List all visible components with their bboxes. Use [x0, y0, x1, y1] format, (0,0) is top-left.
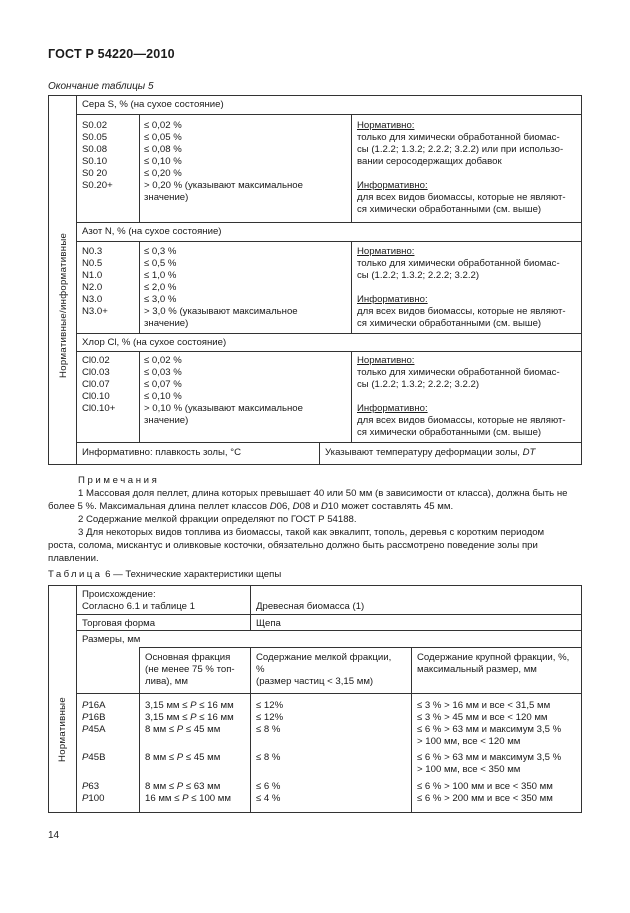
fine-fraction: ≤ 8 %: [256, 724, 281, 735]
main-fraction-text: 8 мм ≤: [145, 724, 177, 735]
origin-reference: Согласно 6.1 и таблице 1: [82, 601, 195, 612]
sulfur-class: S0.05: [82, 132, 108, 143]
nitrogen-class: N0.5: [82, 258, 103, 269]
main-fraction-text: ≤ 63 мм: [183, 781, 221, 792]
ash-fusibility-text: Указывают температуру деформации золы,: [325, 447, 523, 458]
chlorine-class: Cl0.10+: [82, 403, 116, 414]
note-1-text: 10 может составлять 45 мм.: [327, 501, 454, 512]
note-3-line: 3 Для некоторых видов топлива из биомассы, такой как эвкалипт, тополь, деревья с коротким периодом: [78, 527, 545, 538]
chlorine-informative-text: ся химически обработанными (см. выше): [357, 427, 542, 438]
main-fraction-symbol: P: [182, 793, 189, 804]
nitrogen-value: ≤ 1,0 %: [144, 270, 177, 281]
class-symbol: P: [82, 793, 89, 804]
ash-fusibility-value: [325, 447, 535, 459]
main-fraction-text: 3,15 мм ≤: [145, 712, 191, 723]
note-3-line: плавлении.: [48, 553, 99, 564]
nitrogen-informative-text: ся химически обработанными (см. выше): [357, 318, 542, 329]
main-fraction-text: 8 мм ≤: [145, 781, 177, 792]
main-fraction: [145, 712, 234, 724]
notes-block: [48, 474, 582, 565]
note-1-symbol: D: [292, 501, 300, 512]
fine-fraction: ≤ 8 %: [256, 752, 281, 763]
trade-form-value: Щепа: [256, 618, 281, 629]
class-code: [82, 700, 105, 712]
class-suffix: 16B: [88, 712, 106, 723]
sulfur-informative-text: для всех видов биомассы, которые не являют-: [357, 192, 566, 203]
document-header: ГОСТ Р 54220—2010: [48, 47, 175, 61]
nitrogen-value: ≤ 3,0 %: [144, 294, 177, 305]
nitrogen-normative-text: сы (1.2.2; 1.3.2; 2.2.2; 3.2.2): [357, 270, 480, 281]
nitrogen-value: ≤ 0,3 %: [144, 246, 177, 257]
class-code: [82, 712, 105, 724]
chlorine-title: Хлор Cl, % (на сухое состояние): [82, 337, 227, 348]
class-suffix: 16A: [88, 700, 106, 711]
coarse-fraction: ≤ 3 % > 45 мм и все < 120 мм: [417, 712, 548, 723]
note-1-text: более 5 %. Максимальная длина пеллет классов: [48, 501, 270, 512]
coarse-fraction: ≤ 6 % > 63 мм и максимум 3,5 %: [417, 724, 562, 735]
class-suffix: 45B: [88, 752, 106, 763]
nitrogen-informative-text: для всех видов биомассы, которые не являют-: [357, 306, 566, 317]
chlorine-value: ≤ 0,10 %: [144, 391, 182, 402]
table-continuation-label: Окончание таблицы 5: [48, 81, 154, 92]
chlorine-class: Cl0.02: [82, 355, 110, 366]
fine-fraction: ≤ 12%: [256, 700, 284, 711]
coarse-fraction: > 100 мм, все < 120 мм: [417, 736, 521, 747]
nitrogen-title: Азот N, % (на сухое состояние): [82, 226, 222, 237]
ash-fusibility-label: Информативно: плавкость золы, °С: [82, 447, 242, 458]
sulfur-value: ≤ 0,10 %: [144, 156, 182, 167]
nitrogen-value: ≤ 2,0 %: [144, 282, 177, 293]
class-code: [82, 752, 105, 764]
note-1-text: 06,: [276, 501, 293, 512]
class-code: [82, 724, 105, 736]
nitrogen-normative-text: только для химически обработанной биомас-: [357, 258, 560, 269]
col-main-fraction: (не менее 75 % топ-: [145, 664, 235, 675]
main-fraction: [145, 700, 234, 712]
main-fraction-text: ≤ 45 мм: [183, 752, 221, 763]
fine-fraction: ≤ 4 %: [256, 793, 281, 804]
main-fraction-text: ≤ 16 мм: [196, 700, 234, 711]
coarse-fraction: ≤ 6 % > 200 мм и все < 350 мм: [417, 793, 553, 804]
coarse-fraction: > 100 мм, все < 350 мм: [417, 764, 521, 775]
sulfur-class: S0.10: [82, 156, 108, 167]
class-symbol: P: [82, 712, 89, 723]
col-main-fraction: Основная фракция: [145, 652, 231, 663]
nitrogen-class: N3.0+: [82, 306, 108, 317]
note-1-line: 1 Массовая доля пеллет, длина которых превышает 40 или 50 мм (в зависимости от класса), должна быть не: [78, 488, 568, 499]
nitrogen-class: N1.0: [82, 270, 103, 281]
main-fraction-text: ≤ 100 мм: [188, 793, 231, 804]
sizes-label: Размеры, мм: [82, 634, 141, 645]
col-coarse-fraction: Содержание крупной фракции, %,: [417, 652, 570, 663]
class-suffix: 63: [88, 781, 100, 792]
sulfur-value: ≤ 0,02 %: [144, 120, 182, 131]
chlorine-normative-label: Нормативно:: [357, 355, 415, 366]
main-fraction-text: 16 мм ≤: [145, 793, 183, 804]
origin-value: Древесная биомасса (1): [256, 601, 365, 612]
chlorine-value: ≤ 0,03 %: [144, 367, 182, 378]
chlorine-informative-label: Информативно:: [357, 403, 428, 414]
main-fraction-text: 3,15 мм ≤: [145, 700, 191, 711]
sulfur-normative-text: сы (1.2.2; 1.3.2; 2.2.2; 3.2.2) или при использо-: [357, 144, 564, 155]
nitrogen-class: N0.3: [82, 246, 103, 257]
nitrogen-value: значение): [144, 318, 189, 329]
trade-form-label: Торговая форма: [82, 618, 156, 629]
sulfur-value: ≤ 0,08 %: [144, 144, 182, 155]
main-fraction-text: 8 мм ≤: [145, 752, 177, 763]
class-code: [82, 781, 99, 793]
sulfur-informative-text: ся химически обработанными (см. выше): [357, 204, 542, 215]
nitrogen-class: N2.0: [82, 282, 103, 293]
class-symbol: P: [82, 700, 89, 711]
note-1-text: 08 и: [299, 501, 321, 512]
class-suffix: 100: [88, 793, 105, 804]
col-fine-fraction: Содержание мелкой фракции,: [256, 652, 392, 663]
sulfur-normative-label: Нормативно:: [357, 120, 415, 131]
class-symbol: P: [82, 752, 89, 763]
table6-caption-word: Таблица: [48, 569, 103, 580]
sulfur-value: ≤ 0,20 %: [144, 168, 182, 179]
main-fraction-text: ≤ 16 мм: [196, 712, 234, 723]
sulfur-value: ≤ 0,05 %: [144, 132, 182, 143]
sulfur-class: S0 20: [82, 168, 108, 179]
main-fraction: [145, 724, 220, 736]
chlorine-informative-text: для всех видов биомассы, которые не являют-: [357, 415, 566, 426]
col-coarse-fraction: максимальный размер, мм: [417, 664, 537, 675]
col-fine-fraction: %: [256, 664, 265, 675]
nitrogen-informative-label: Информативно:: [357, 294, 428, 305]
table6-caption-text: 6 — Технические характеристики щепы: [102, 569, 282, 580]
nitrogen-normative-label: Нормативно:: [357, 246, 415, 257]
sulfur-class: S0.20+: [82, 180, 113, 191]
col-main-fraction: лива), мм: [145, 676, 188, 687]
ash-dt-symbol: DT: [522, 447, 536, 458]
chlorine-value: ≤ 0,02 %: [144, 355, 182, 366]
note-2: 2 Содержание мелкой фракции определяют по ГОСТ Р 54188.: [78, 514, 357, 525]
table5-side-label: Нормативные/информативные: [58, 232, 69, 378]
sulfur-class: S0.02: [82, 120, 108, 131]
chlorine-normative-text: сы (1.2.2; 1.3.2; 2.2.2; 3.2.2): [357, 379, 480, 390]
chlorine-class: Cl0.07: [82, 379, 110, 390]
main-fraction: [145, 752, 220, 764]
col-fine-fraction: (размер частиц < 3,15 мм): [256, 676, 374, 687]
chlorine-class: Cl0.10: [82, 391, 110, 402]
main-fraction: [145, 781, 220, 793]
table6-caption: [48, 569, 281, 580]
chlorine-class: Cl0.03: [82, 367, 110, 378]
nitrogen-value: > 3,0 % (указывают максимальное: [144, 306, 298, 317]
main-fraction-symbol: P: [190, 712, 197, 723]
class-symbol: P: [82, 724, 89, 735]
note-1-symbol: D: [269, 501, 277, 512]
table6-side-label: Нормативные: [57, 697, 68, 762]
chlorine-value: > 0,10 % (указывают максимальное: [144, 403, 303, 414]
sulfur-value: значение): [144, 192, 189, 203]
sulfur-normative-text: вании серосодержащих добавок: [357, 156, 502, 167]
chlorine-value: ≤ 0,07 %: [144, 379, 182, 390]
sulfur-normative-text: только для химически обработанной биомас-: [357, 132, 560, 143]
note-3-line: роста, солома, мискантус и оливковые косточки, обязательно должно быть рассмотрено поведение золы при: [48, 540, 538, 551]
sulfur-value: > 0,20 % (указывают максимальное: [144, 180, 303, 191]
class-suffix: 45A: [88, 724, 106, 735]
main-fraction-text: ≤ 45 мм: [183, 724, 221, 735]
sulfur-informative-label: Информативно:: [357, 180, 428, 191]
sulfur-class: S0.08: [82, 144, 108, 155]
coarse-fraction: ≤ 6 % > 100 мм и все < 350 мм: [417, 781, 553, 792]
note-1-line: [48, 500, 582, 513]
page-number: 14: [48, 830, 60, 841]
main-fraction-symbol: P: [176, 724, 184, 735]
class-code: [82, 793, 104, 805]
note-1-symbol: D: [320, 501, 328, 512]
fine-fraction: ≤ 12%: [256, 712, 284, 723]
main-fraction-symbol: P: [190, 700, 197, 711]
chlorine-normative-text: только для химически обработанной биомас-: [357, 367, 560, 378]
coarse-fraction: ≤ 6 % > 63 мм и максимум 3,5 %: [417, 752, 562, 763]
main-fraction-symbol: P: [176, 752, 184, 763]
main-fraction-symbol: P: [176, 781, 184, 792]
nitrogen-value: ≤ 0,5 %: [144, 258, 177, 269]
class-symbol: P: [82, 781, 89, 792]
coarse-fraction: ≤ 3 % > 16 мм и все < 31,5 мм: [417, 700, 551, 711]
notes-heading: Примечания: [78, 475, 160, 486]
nitrogen-class: N3.0: [82, 294, 103, 305]
origin-label: Происхождение:: [82, 589, 156, 600]
main-fraction: [145, 793, 231, 805]
sulfur-title: Сера S, % (на сухое состояние): [82, 99, 224, 110]
chlorine-value: значение): [144, 415, 189, 426]
fine-fraction: ≤ 6 %: [256, 781, 281, 792]
